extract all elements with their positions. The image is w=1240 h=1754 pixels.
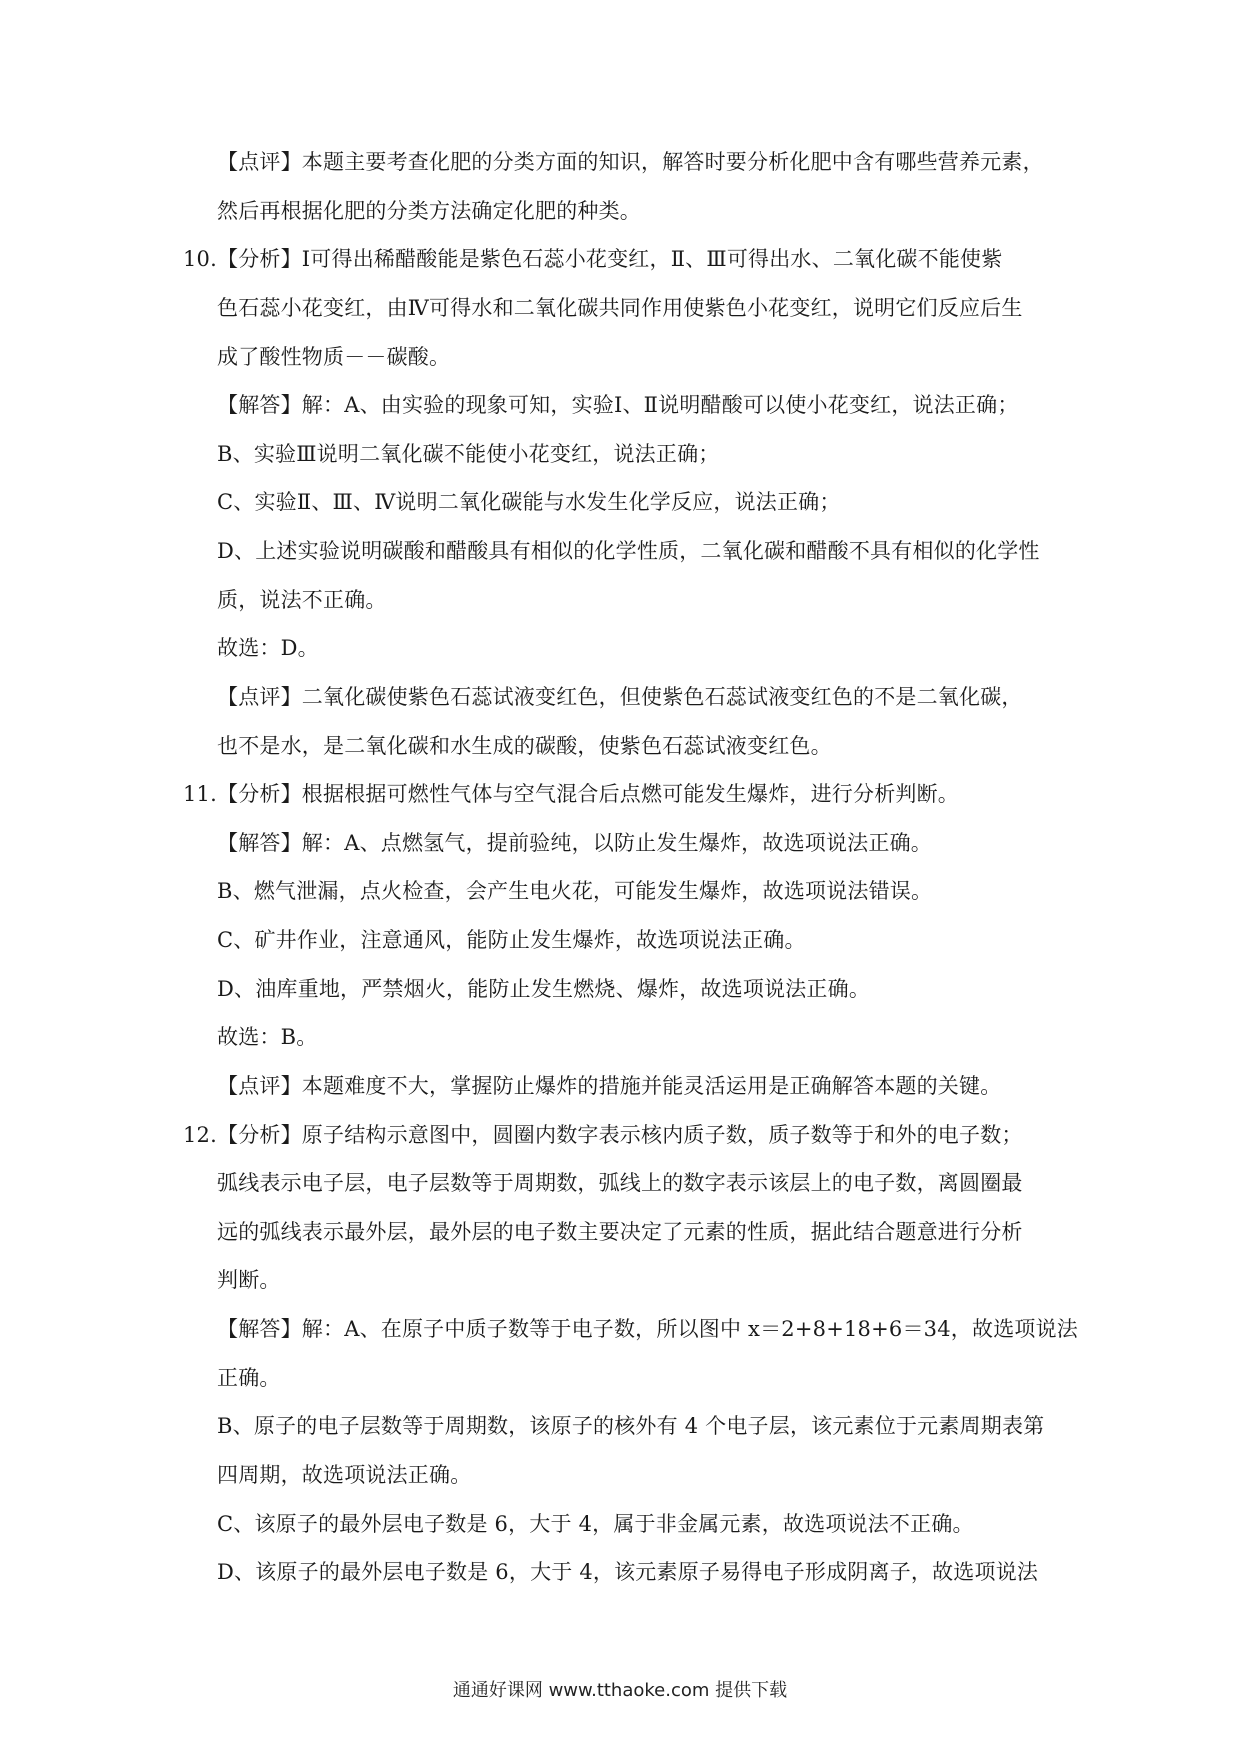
text-line: D、油库重地，严禁烟火，能防止发生燃烧、爆炸，故选项说法正确。 bbox=[217, 977, 871, 1001]
answer-line: 故选：B。 bbox=[217, 1025, 318, 1049]
text-line: 【解答】解：A、在原子中质子数等于电子数，所以图中 x＝2+8+18+6＝34，故选项说法 bbox=[217, 1317, 1078, 1341]
text-line: 弧线表示电子层，电子层数等于周期数，弧线上的数字表示该层上的电子数，离圆圈最 bbox=[217, 1171, 1023, 1195]
text-line: C、该原子的最外层电子数是 6，大于 4，属于非金属元素，故选项说法不正确。 bbox=[217, 1512, 974, 1536]
text-line: C、矿井作业，注意通风，能防止发生爆炸，故选项说法正确。 bbox=[217, 928, 806, 952]
text-line: 也不是水，是二氧化碳和水生成的碳酸，使紫色石蕊试液变红色。 bbox=[217, 734, 832, 758]
text-line: D、上述实验说明碳酸和醋酸具有相似的化学性质，二氧化碳和醋酸不具有相似的化学性 bbox=[217, 539, 1040, 563]
text-line: 四周期，故选项说法正确。 bbox=[217, 1463, 472, 1487]
text-line: B、实验Ⅲ说明二氧化碳不能使小花变红，说法正确； bbox=[217, 442, 720, 466]
text-line: 【点评】本题难度不大，掌握防止爆炸的措施并能灵活运用是正确解答本题的关键。 bbox=[217, 1074, 1002, 1098]
question-12-analysis: 12.【分析】原子结构示意图中，圆圈内数字表示核内质子数，质子数等于和外的电子数； bbox=[183, 1123, 1023, 1147]
text-line: C、实验Ⅱ、Ⅲ、Ⅳ说明二氧化碳能与水发生化学反应，说法正确； bbox=[217, 490, 841, 514]
text-line: D、该原子的最外层电子数是 6，大于 4，该元素原子易得电子形成阴离子，故选项说法 bbox=[217, 1560, 1039, 1584]
text-line: 正确。 bbox=[217, 1366, 281, 1390]
text-line: 【点评】本题主要考查化肥的分类方面的知识，解答时要分析化肥中含有哪些营养元素， bbox=[217, 150, 1044, 174]
text-line: 远的弧线表示最外层，最外层的电子数主要决定了元素的性质，据此结合题意进行分析 bbox=[217, 1220, 1023, 1244]
question-11-analysis: 11.【分析】根据根据可燃性气体与空气混合后点燃可能发生爆炸，进行分析判断。 bbox=[183, 782, 959, 806]
text-line: 然后再根据化肥的分类方法确定化肥的种类。 bbox=[217, 199, 641, 223]
text-line: B、燃气泄漏，点火检查，会产生电火花，可能发生爆炸，故选项说法错误。 bbox=[217, 879, 933, 903]
text-line: B、原子的电子层数等于周期数，该原子的核外有 4 个电子层，该元素位于元素周期表第 bbox=[217, 1414, 1045, 1438]
answer-line: 故选：D。 bbox=[217, 636, 319, 660]
question-10-analysis: 10.【分析】Ⅰ可得出稀醋酸能是紫色石蕊小花变红，Ⅱ、Ⅲ可得出水、二氧化碳不能使紫 bbox=[183, 247, 1003, 271]
text-line: 判断。 bbox=[217, 1268, 281, 1292]
text-line: 成了酸性物质－－碳酸。 bbox=[217, 345, 451, 369]
text-line: 【解答】解：A、由实验的现象可知，实验Ⅰ、Ⅱ说明醋酸可以使小花变红，说法正确； bbox=[217, 393, 1019, 417]
text-line: 色石蕊小花变红，由Ⅳ可得水和二氧化碳共同作用使紫色小花变红，说明它们反应后生 bbox=[217, 296, 1023, 320]
text-line: 【解答】解：A、点燃氢气，提前验纯，以防止发生爆炸，故选项说法正确。 bbox=[217, 831, 932, 855]
text-line: 【点评】二氧化碳使紫色石蕊试液变红色，但使紫色石蕊试液变红色的不是二氧化碳， bbox=[217, 685, 1023, 709]
page-footer: 通通好课网 www.tthaoke.com 提供下载 bbox=[452, 1680, 788, 1701]
text-line: 质，说法不正确。 bbox=[217, 588, 387, 612]
